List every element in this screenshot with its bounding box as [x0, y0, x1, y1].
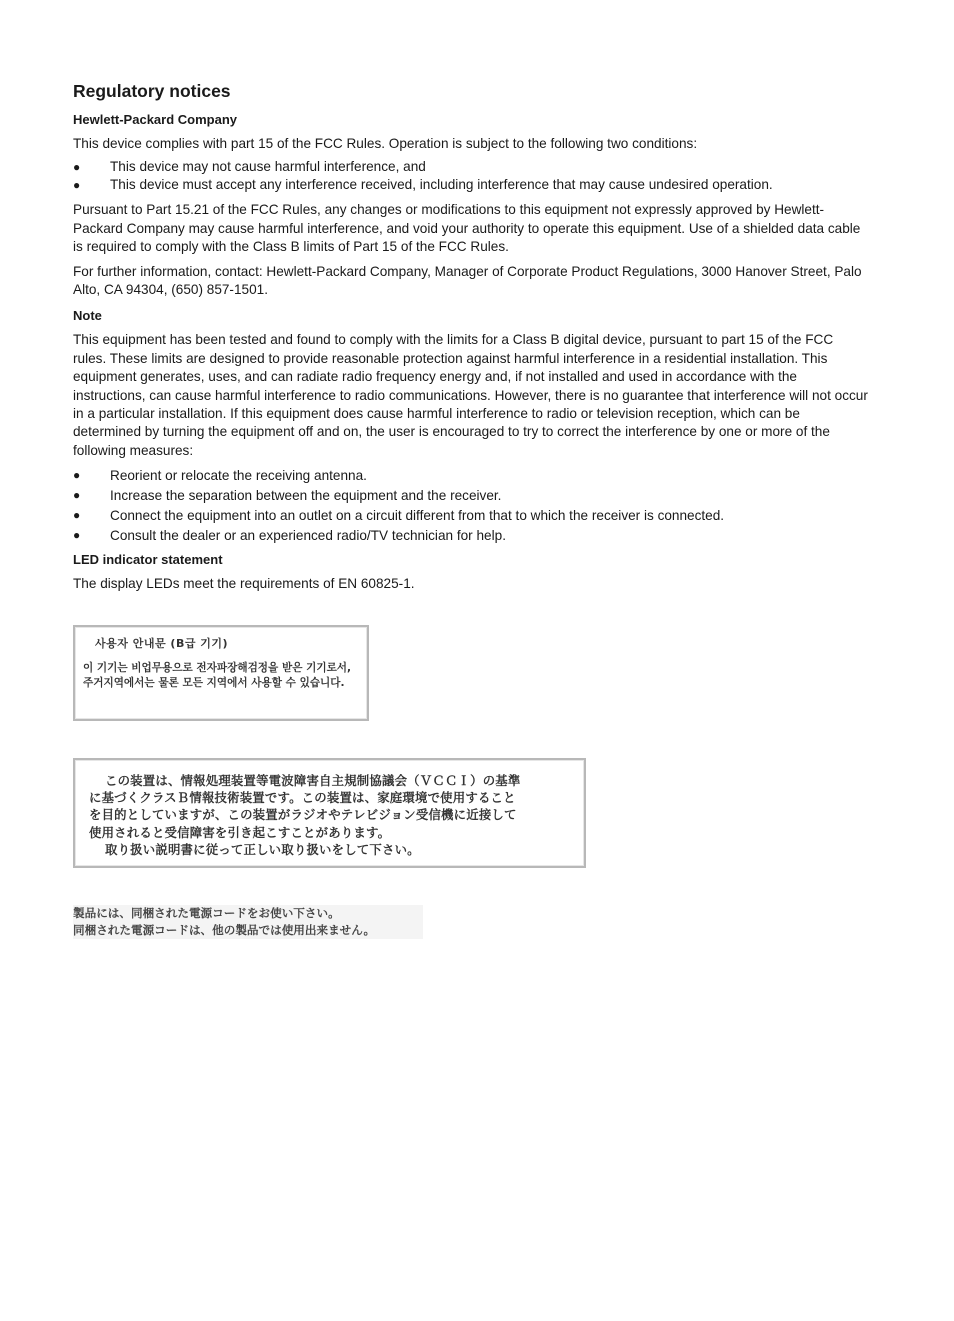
vcci-line: 取り扱い説明書に従って正しい取り扱いをして下さい。: [105, 841, 420, 857]
page-title: Regulatory notices: [73, 81, 231, 101]
pursuant-paragraph: Pursuant to Part 15.21 of the FCC Rules, any changes or modifications to this equipment not expressly approved by Hewlett-Packard Company may cause harmful interference, and void your authority to operate this equipment. Use of a shielded data cable is required to comply with the Class B limits of Part 15 of the FCC Rules.: [73, 202, 861, 255]
bullet-icon: ●: [73, 527, 81, 542]
list-item: ● Connect the equipment into an outlet on a circuit different from that to which the receiver is connected.: [73, 506, 868, 526]
note-paragraph: This equipment has been tested and found to comply with the limits for a Class B digital device, pursuant to part 15 of the FCC rules. These limits are designed to provide reasonable protection against harmful interference in a residential installation. This equipment generates, uses, and can radiate radio frequency energy and, if not installed and used in accordance with the instructions, can cause harmful interference to radio communications. However, there is no guarantee that interference will not occur in a particular installation. If this equipment does cause harmful interference to radio or television reception, which can be determined by turning the equipment off and on, the user is encouraged to try to correct the interference by one or more of the following measures:: [73, 332, 868, 458]
korean-notice-body: 이 기기는 비업무용으로 전자파장해검정을 받은 기기로서, 주거지역에서는 물론 모든 지역에서 사용할 수 있습니다.: [83, 662, 352, 689]
list-item: ● This device must accept any interference received, including interference that may cause undesired operation.: [73, 177, 773, 193]
conditions-list: [73, 158, 868, 194]
bullet-icon: ●: [73, 178, 81, 193]
bullet-icon: ●: [73, 488, 81, 503]
note-heading: Note: [73, 308, 102, 324]
vcci-line: に基づくクラスＢ情報技術装置です。この装置は、家庭環境で使用すること: [89, 790, 516, 806]
list-item: ● Consult the dealer or an experienced radio/TV technician for help.: [73, 526, 868, 546]
led-heading: LED indicator statement: [73, 552, 223, 568]
vcci-line: この装置は、情報処理装置等電波障害自主規制協議会（ＶＣＣＩ）の基準: [105, 773, 521, 788]
list-item: ● Reorient or relocate the receiving antenna.: [73, 466, 868, 486]
power-cord-line: 製品には、同梱された電源コードをお使い下さい。: [73, 906, 340, 920]
contact-paragraph: For further information, contact: Hewlett-Packard Company, Manager of Corporate Product Regulations, 3000 Hanover Street, Palo Alto, CA 94304, (650) 857-1501.: [73, 263, 862, 298]
bullet-icon: ●: [73, 507, 81, 522]
vcci-notice: [73, 758, 586, 868]
list-item: ● Increase the separation between the equipment and the receiver.: [73, 486, 868, 506]
vcci-line: を目的としていますが、この装置がラジオやテレビジョン受信機に近接して: [89, 807, 517, 823]
power-cord-notice: [73, 905, 423, 939]
led-paragraph: The display LEDs meet the requirements of EN 60825-1.: [73, 576, 415, 592]
list-item: ● This device may not cause harmful interference, and: [73, 159, 426, 175]
company-heading: Hewlett-Packard Company: [73, 112, 237, 127]
intro-paragraph: This device complies with part 15 of the FCC Rules. Operation is subject to the following two conditions:: [73, 136, 698, 151]
vcci-line: 使用されると受信障害を引き起こすことがあります。: [89, 824, 391, 840]
measures-list: [73, 466, 868, 545]
korean-notice-title: 사용자 안내문 (B급 기기): [95, 637, 229, 650]
bullet-icon: ●: [73, 160, 81, 175]
korean-class-b-notice: [73, 625, 369, 721]
document-page: [73, 80, 868, 600]
bullet-icon: ●: [73, 468, 81, 483]
power-cord-line: 同梱された電源コードは、他の製品では使用出来ません。: [73, 923, 376, 937]
